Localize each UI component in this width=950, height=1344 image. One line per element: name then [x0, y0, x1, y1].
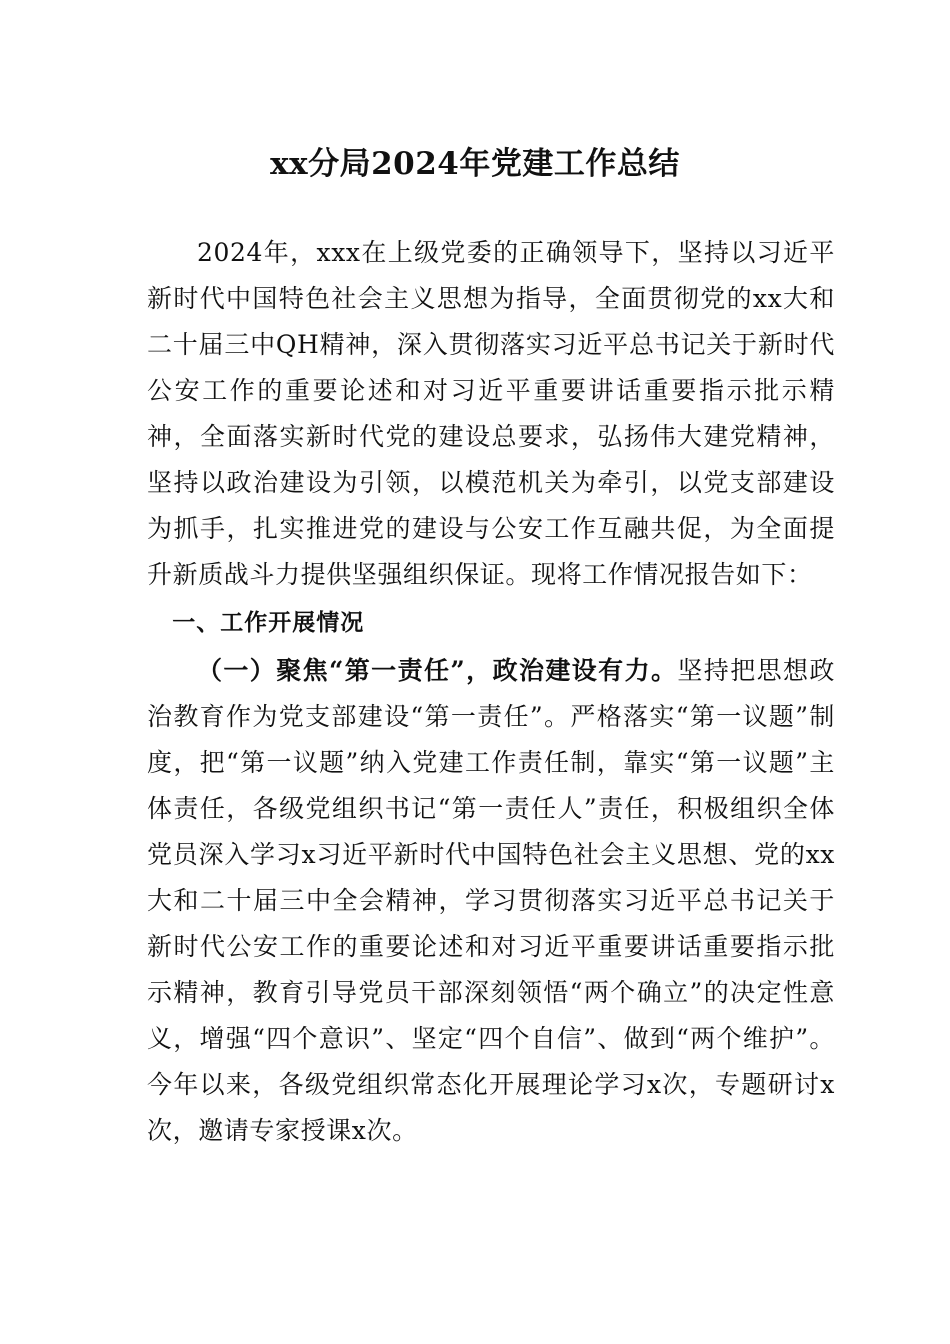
- document-title: xx分局2024年党建工作总结: [270, 146, 680, 182]
- document-body: [147, 230, 835, 1154]
- subsection-text: 坚持把思想政治教育作为党支部建设“第一责任”。严格落实“第一议题”制度，把“第一议题”纳入党建工作责任制，靠实“第一议题”主体责任，各级党组织书记“第一责任人”责任，积极组织全体党员深入学习x习近平新时代中国特色社会主义思想、党的xx大和二十届三中全会精神，学习贯彻落实习近平总书记关于新时代公安工作的重要论述和对习近平重要讲话重要指示批示精神，教育引导党员干部深刻领悟“两个确立”的决定性意义，增强“四个意识”、坚定“四个自信”、做到“两个维护”。今年以来，各级党组织常态化开展理论学习x次，专题研讨x次，邀请专家授课x次。: [147, 656, 835, 1145]
- subsection-paragraph-political-building: [147, 648, 835, 1154]
- section-heading-work-progress: 一、工作开展情况: [172, 610, 365, 636]
- intro-paragraph: 2024年，xxx在上级党委的正确领导下，坚持以习近平新时代中国特色社会主义思想为指导，全面贯彻党的xx大和二十届三中QH精神，深入贯彻落实习近平总书记关于新时代公安工作的重要论述和对习近平重要讲话重要指示批示精神，全面落实新时代党的建设总要求，弘扬伟大建党精神，坚持以政治建设为引领，以模范机关为牵引，以党支部建设为抓手，扎实推进党的建设与公安工作互融共促，为全面提升新质战斗力提供坚强组织保证。现将工作情况报告如下：: [147, 238, 835, 589]
- subsection-lead: （一）聚焦“第一责任”，政治建设有力。: [197, 656, 678, 685]
